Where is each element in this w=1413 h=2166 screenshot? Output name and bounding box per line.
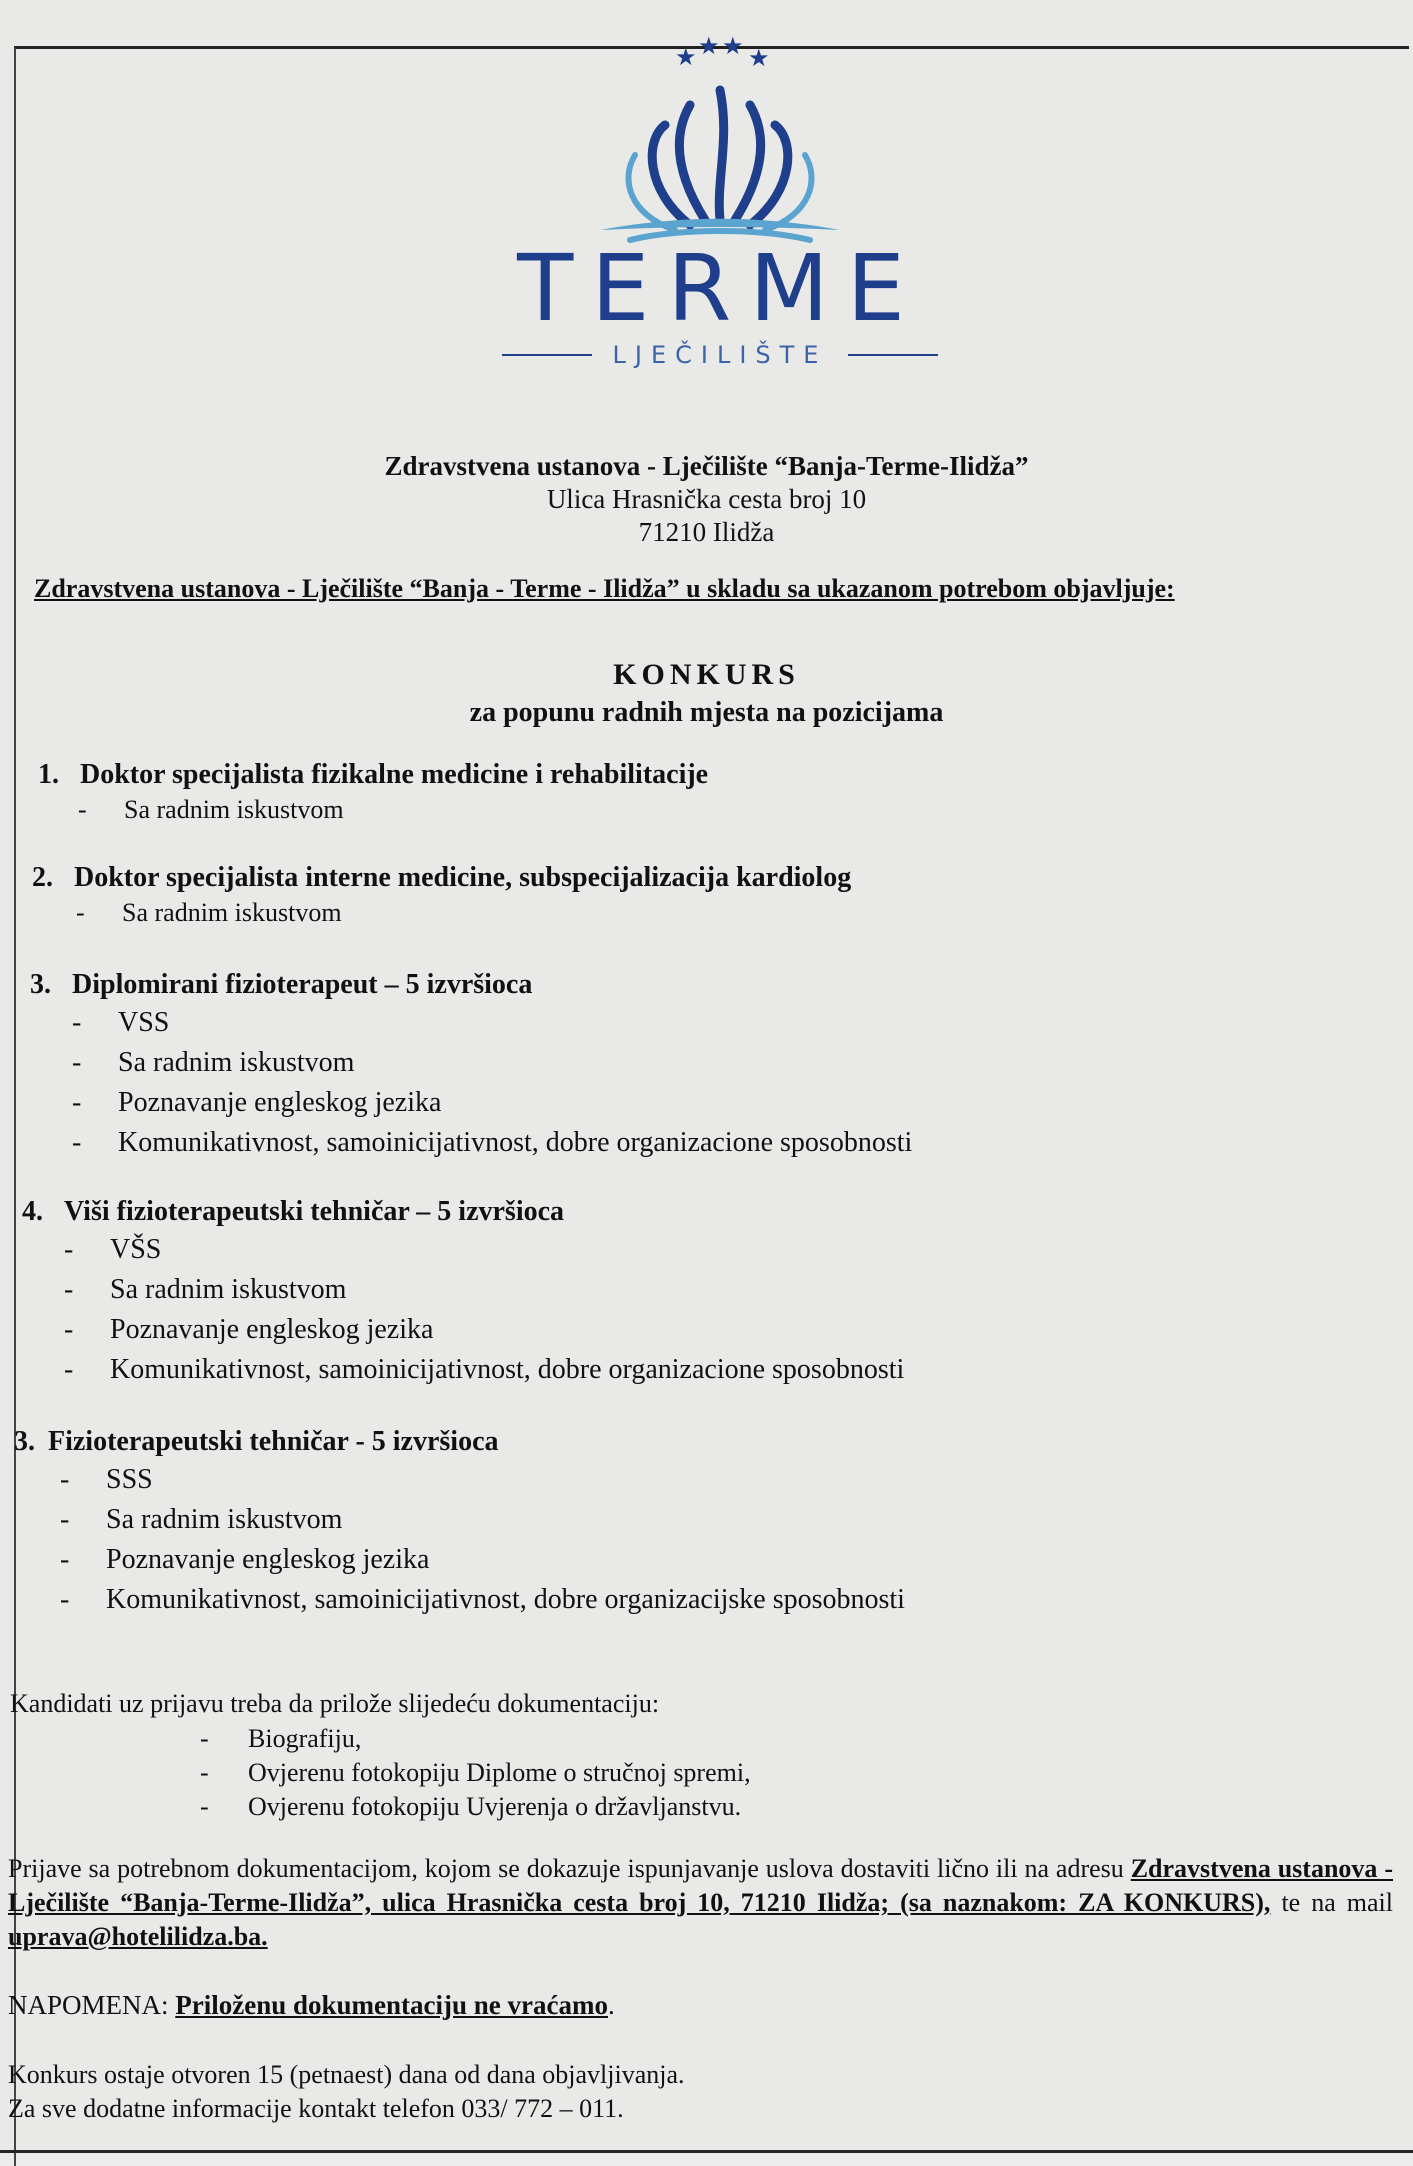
position-number: 3. xyxy=(30,969,51,1000)
requirement-item: - Sa radnim iskustvom xyxy=(76,898,342,927)
position-title xyxy=(22,1194,1322,1230)
requirement-item: - Komunikativnost, samoinicijativnost, dobre organizacione sposobnosti xyxy=(72,1127,913,1158)
document-item: - Ovjerenu fotokopiju Uvjerenja o državljanstvu. xyxy=(200,1792,742,1821)
deadline-text: Konkurs ostaje otvoren 15 (petnaest) dana od dana objavljivanja. xyxy=(8,2060,685,2089)
document-item: - Ovjerenu fotokopiju Diplome o stručnoj spremi, xyxy=(200,1758,751,1787)
requirement-item: - Poznavanje engleskog jezika xyxy=(64,1314,434,1345)
closing-info xyxy=(8,2058,685,2126)
document-text: Ovjerenu fotokopiju Diplome o stručnoj spremi, xyxy=(248,1758,751,1787)
requirement-item: - Sa radnim iskustvom xyxy=(64,1274,347,1305)
position-title xyxy=(32,860,1332,896)
requirement-text: VŠS xyxy=(110,1234,162,1265)
required-documents xyxy=(10,1686,1310,1824)
svg-text:★: ★ xyxy=(722,32,744,60)
document-text: Biografiju, xyxy=(248,1724,362,1753)
position-2 xyxy=(32,860,1332,930)
institution-street: Ulica Hrasnička cesta broj 10 xyxy=(546,484,867,514)
position-title xyxy=(38,757,1338,793)
konkurs-subtitle: za popunu radnih mjesta na pozicijama xyxy=(469,697,944,728)
napomena-label: NAPOMENA: xyxy=(8,1990,169,2020)
svg-text:★: ★ xyxy=(698,32,720,60)
mail-prefix: te na mail xyxy=(1281,1888,1393,1917)
requirement-text: Komunikativnost, samoinicijativnost, dobre organizacijske sposobnosti xyxy=(106,1584,905,1615)
position-5 xyxy=(14,1424,1314,1620)
bottom-rule xyxy=(0,2150,1413,2153)
requirement-item: - VŠS xyxy=(64,1234,162,1265)
napomena-text: Priloženu dokumentaciju ne vraćamo xyxy=(175,1990,608,2020)
application-paragraph xyxy=(8,1852,1393,1954)
konkurs-title: KONKURS xyxy=(613,658,800,691)
svg-text:★: ★ xyxy=(748,44,770,72)
position-number: 2. xyxy=(32,862,53,893)
fountain-icon xyxy=(652,90,788,225)
logo-subtitle: LJEČILIŠTE xyxy=(612,341,828,369)
requirement-item: - VSS xyxy=(72,1007,170,1038)
institution-header xyxy=(0,450,1413,549)
notice-line: Zdravstvena ustanova - Lječilište “Banja - Terme - Ilidža” u skladu sa ukazanom potrebom objavljuje: xyxy=(34,574,1175,603)
requirement-item: - SSS xyxy=(60,1464,153,1495)
position-number: 1. xyxy=(38,759,59,790)
institution-name: Zdravstvena ustanova - Lječilište “Banja-Terme-Ilidža” xyxy=(384,451,1029,481)
position-title-text: Doktor specijalista interne medicine, subspecijalizacija kardiolog xyxy=(74,862,852,893)
logo-wordmark: TERME xyxy=(517,235,923,342)
position-number: 4. xyxy=(22,1196,43,1227)
requirement-item: - Komunikativnost, samoinicijativnost, dobre organizacione sposobnosti xyxy=(64,1354,905,1385)
napomena-tail: . xyxy=(607,1990,615,2020)
requirement-text: Sa radnim iskustvom xyxy=(118,1047,355,1078)
position-title xyxy=(30,967,1330,1003)
position-title-text: Viši fizioterapeutski tehničar – 5 izvršioca xyxy=(64,1196,565,1227)
svg-text:★: ★ xyxy=(675,43,697,71)
requirement-item: - Poznavanje engleskog jezika xyxy=(72,1087,442,1118)
requirement-text: Poznavanje engleskog jezika xyxy=(106,1544,430,1575)
requirement-text: Komunikativnost, samoinicijativnost, dobre organizacione sposobnosti xyxy=(110,1354,905,1385)
stars-icon xyxy=(675,32,770,72)
contact-phone-text: Za sve dodatne informacije kontakt telefon 033/ 772 – 011. xyxy=(8,2094,624,2123)
application-address: Zdravstvena ustanova - Lječilište “Banja-Terme-Ilidža”, ulica Hrasnička cesta broj 10, 71210 Ilidža; (sa naznakom: ZA KONKURS), xyxy=(8,1854,1393,1917)
position-number: 3. xyxy=(14,1426,35,1457)
requirement-item: - Sa radnim iskustvom xyxy=(78,795,344,824)
requirement-text: Komunikativnost, samoinicijativnost, dobre organizacione sposobnosti xyxy=(118,1127,913,1158)
documents-intro: Kandidati uz prijavu treba da prilože slijedeću dokumentaciju: xyxy=(10,1689,660,1718)
requirement-text: SSS xyxy=(106,1464,153,1495)
position-title-text: Diplomirani fizioterapeut – 5 izvršioca xyxy=(72,969,533,1000)
document-item: - Biografiju, xyxy=(200,1724,362,1753)
position-title-text: Fizioterapeutski tehničar - 5 izvršioca xyxy=(48,1426,499,1457)
requirement-text: Poznavanje engleskog jezika xyxy=(110,1314,434,1345)
position-title xyxy=(14,1424,1314,1460)
position-1 xyxy=(38,757,1338,827)
requirement-text: Poznavanje engleskog jezika xyxy=(118,1087,442,1118)
requirement-text: Sa radnim iskustvom xyxy=(110,1274,347,1305)
document-text: Ovjerenu fotokopiju Uvjerenja o državljanstvu. xyxy=(248,1792,742,1821)
requirement-item: - Sa radnim iskustvom xyxy=(60,1504,343,1535)
email-link[interactable]: uprava@hotelilidza.ba. xyxy=(8,1922,268,1951)
requirement-text: VSS xyxy=(118,1007,170,1038)
requirement-text: Sa radnim iskustvom xyxy=(124,795,344,824)
institution-city: 71210 Ilidža xyxy=(638,517,775,547)
requirement-text: Sa radnim iskustvom xyxy=(106,1504,343,1535)
terme-logo-graphic xyxy=(480,30,960,370)
application-text: Prijave sa potrebnom dokumentacijom, kojom se dokazuje ispunjavanje uslova dostaviti lično ili na adresu xyxy=(8,1854,1124,1883)
position-3 xyxy=(30,967,1330,1163)
requirement-text: Sa radnim iskustvom xyxy=(122,898,342,927)
requirement-item: - Sa radnim iskustvom xyxy=(72,1047,355,1078)
position-4 xyxy=(22,1194,1322,1390)
position-title-text: Doktor specijalista fizikalne medicine i rehabilitacije xyxy=(80,759,709,790)
requirement-item: - Komunikativnost, samoinicijativnost, dobre organizacijske sposobnosti xyxy=(60,1584,905,1615)
napomena xyxy=(8,1990,615,2021)
terme-logo xyxy=(480,30,960,370)
requirement-item: - Poznavanje engleskog jezika xyxy=(60,1544,430,1575)
